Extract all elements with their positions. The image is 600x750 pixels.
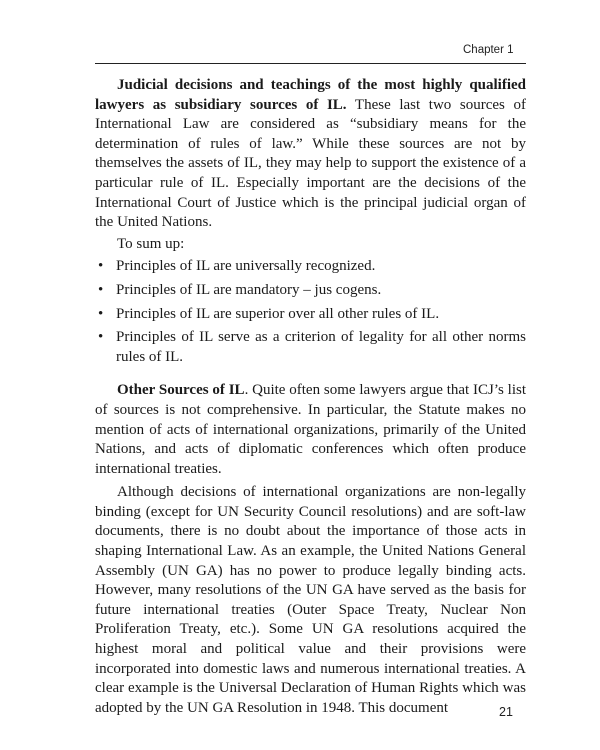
chapter-header: Chapter 1	[463, 44, 514, 56]
page-body	[95, 76, 526, 718]
paragraph-international-organizations: Although decisions of international organizations are non-legally binding (except for UN Security Council resolutions) and are soft-law documents, there is no doubt about the importance of those acts in shaping International Law. As an example, the United Nations General Assembly (UN GA) has no power to produce legally binding acts. However, many resolutions of the UN GA have served as the basis for future international treaties (Outer Space Treaty, Nuclear Non Proliferation Treaty, etc.). Some UN GA resolutions acquired the highest moral and political value and their provisions were incorporated into domestic laws and numerous international treaties. A clear example is the Universal Declaration of Human Rights which was adopted by the UN GA Resolution in 1948. This document	[95, 484, 526, 716]
paragraph-text: These last two sources of International Law are considered as “subsidiary means for the determination of rules of law.” While these sources are not by themselves the assets of IL, they may help to support the existence of a particular rule of IL. Especially important are the decisions of the International Court of Justice which is the principal judicial organ of the United Nations.	[95, 96, 526, 231]
sum-up-intro: To sum up:	[117, 235, 185, 252]
page-number: 21	[499, 705, 513, 719]
paragraph-subsidiary-sources	[95, 76, 526, 233]
bullet-icon: •	[98, 258, 104, 275]
paragraph-heading: Judicial decisions and teachings of the most highly qualified lawyers as subsidiary sources of IL.	[95, 77, 526, 113]
header-rule	[95, 63, 526, 64]
bullet-icon: •	[98, 329, 104, 346]
list-item-text: Principles of IL are superior over all other rules of IL.	[116, 305, 440, 322]
paragraph-heading: Other Sources of IL	[117, 382, 245, 399]
paragraph-other-sources	[95, 381, 526, 479]
list-item-text: Principles of IL serve as a criterion of legality for all other norms rules of IL.	[116, 329, 526, 365]
principles-list	[95, 257, 526, 367]
list-item	[95, 328, 526, 367]
bullet-icon: •	[98, 305, 104, 322]
list-item	[95, 257, 526, 277]
list-item-text: Principles of IL are mandatory – jus cogens.	[116, 281, 382, 298]
list-item	[95, 281, 526, 301]
paragraph-text: . Quite often some lawyers argue that ICJ’s list of sources is not comprehensive. In particular, the Statute makes no mention of acts of international organizations, primarily of the United Nations, and acts of diplomatic conferences which often produce international treaties.	[95, 382, 526, 477]
list-item-text: Principles of IL are universally recognized.	[116, 258, 376, 275]
list-item	[95, 305, 526, 325]
bullet-icon: •	[98, 281, 104, 298]
